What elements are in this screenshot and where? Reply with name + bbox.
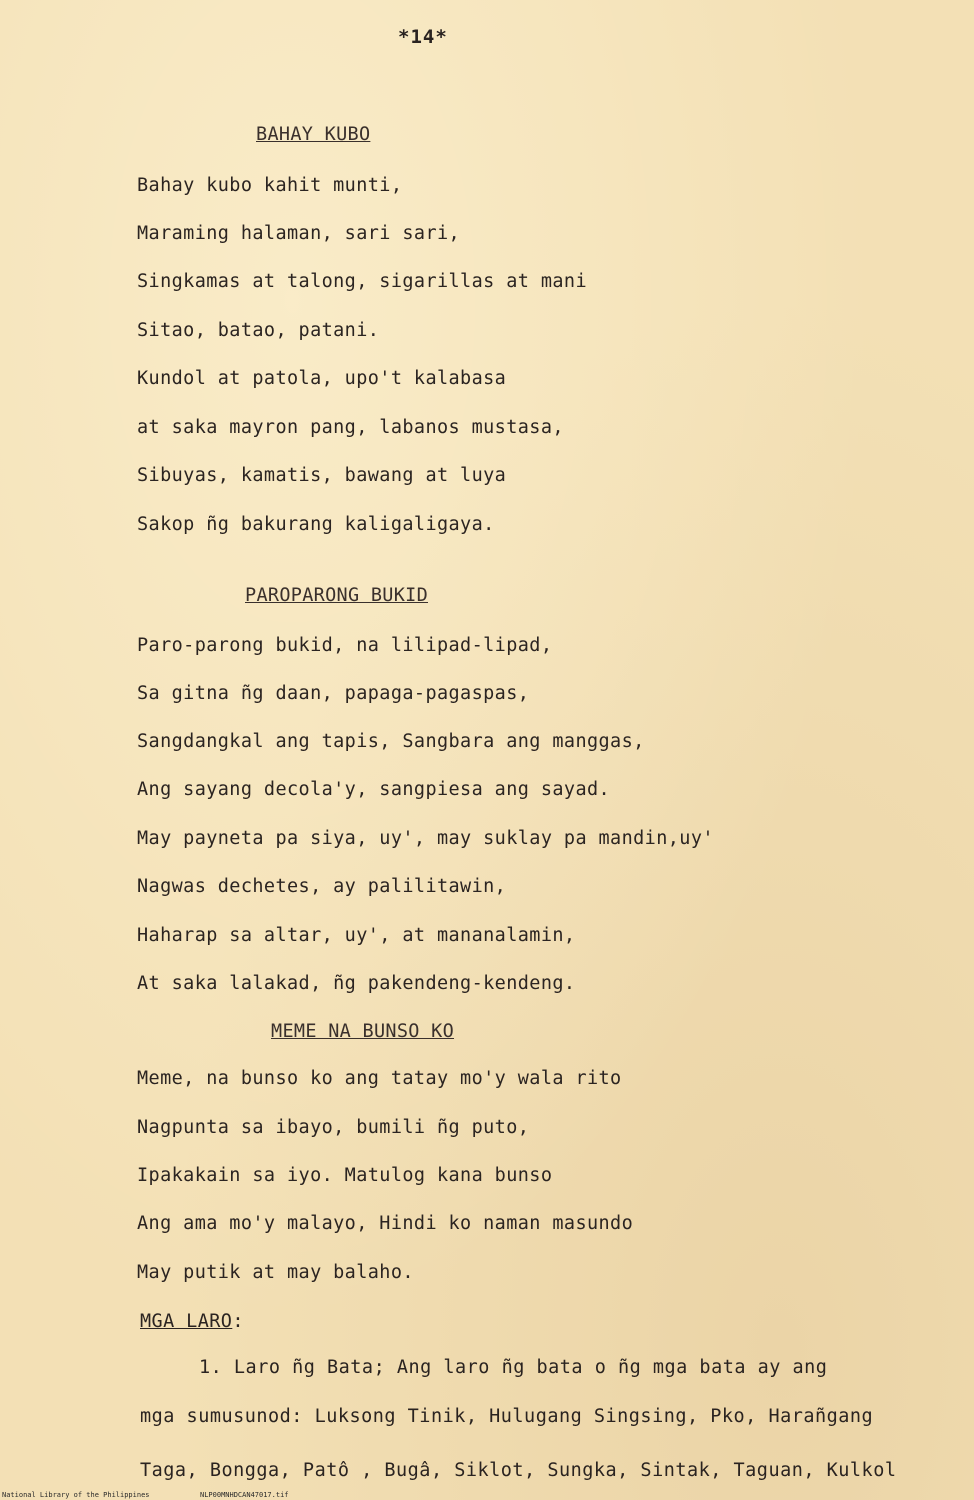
verse-line: Sangdangkal ang tapis, Sangbara ang manggas, <box>137 731 645 752</box>
games-heading <box>140 1311 244 1332</box>
verse-line: Sibuyas, kamatis, bawang at luya <box>137 465 507 486</box>
section-title-meme-na-bunso-ko: MEME NA BUNSO KO <box>271 1021 455 1042</box>
games-paragraph-line: mga sumusunod: Luksong Tinik, Hulugang Singsing, Pko, Harañgang <box>140 1406 874 1427</box>
section-title-bahay-kubo: BAHAY KUBO <box>256 124 371 145</box>
verse-line: Nagpunta sa ibayo, bumili ñg puto, <box>137 1117 530 1138</box>
page-number: *14* <box>398 26 448 48</box>
games-paragraph-line: 1. Laro ñg Bata; Ang laro ñg bata o ñg mga bata ay ang <box>199 1357 828 1378</box>
verse-line: Ipakakain sa iyo. Matulog kana bunso <box>137 1165 553 1186</box>
verse-line: May payneta pa siya, uy', may suklay pa mandin,uy' <box>137 828 714 849</box>
verse-line: Sakop ñg bakurang kaligaligaya. <box>137 514 495 535</box>
verse-line: Nagwas dechetes, ay palilitawin, <box>137 876 507 897</box>
verse-line: Paro-parong bukid, na lilipad-lipad, <box>137 635 553 656</box>
games-heading-colon: : <box>232 1311 244 1332</box>
verse-line: Bahay kubo kahit munti, <box>137 175 403 196</box>
verse-line: at saka mayron pang, labanos mustasa, <box>137 417 564 438</box>
verse-line: Singkamas at talong, sigarillas at mani <box>137 271 587 292</box>
verse-line: Kundol at patola, upo't kalabasa <box>137 368 507 389</box>
games-heading-text: MGA LARO <box>140 1311 233 1332</box>
verse-line: May putik at may balaho. <box>137 1262 414 1283</box>
verse-line: Ang sayang decola'y, sangpiesa ang sayad. <box>137 779 611 800</box>
games-paragraph-line: Taga, Bongga, Patô , Bugâ, Siklot, Sungka, Sintak, Taguan, Kulkol <box>140 1460 897 1481</box>
footer-filename: NLP00MNHDCAN47017.tif <box>200 1491 289 1499</box>
verse-line: Maraming halaman, sari sari, <box>137 223 461 244</box>
footer-institution: National Library of the Philippines <box>2 1491 150 1499</box>
scan-footer <box>0 1491 974 1500</box>
verse-line: Sitao, batao, patani. <box>137 320 380 341</box>
section-title-paroparong-bukid: PAROPARONG BUKID <box>245 585 429 606</box>
verse-line: Sa gitna ñg daan, papaga-pagaspas, <box>137 683 530 704</box>
verse-line: Meme, na bunso ko ang tatay mo'y wala rito <box>137 1068 622 1089</box>
verse-line: Ang ama mo'y malayo, Hindi ko naman masundo <box>137 1213 634 1234</box>
verse-line: At saka lalakad, ñg pakendeng-kendeng. <box>137 973 576 994</box>
verse-line: Haharap sa altar, uy', at mananalamin, <box>137 925 576 946</box>
